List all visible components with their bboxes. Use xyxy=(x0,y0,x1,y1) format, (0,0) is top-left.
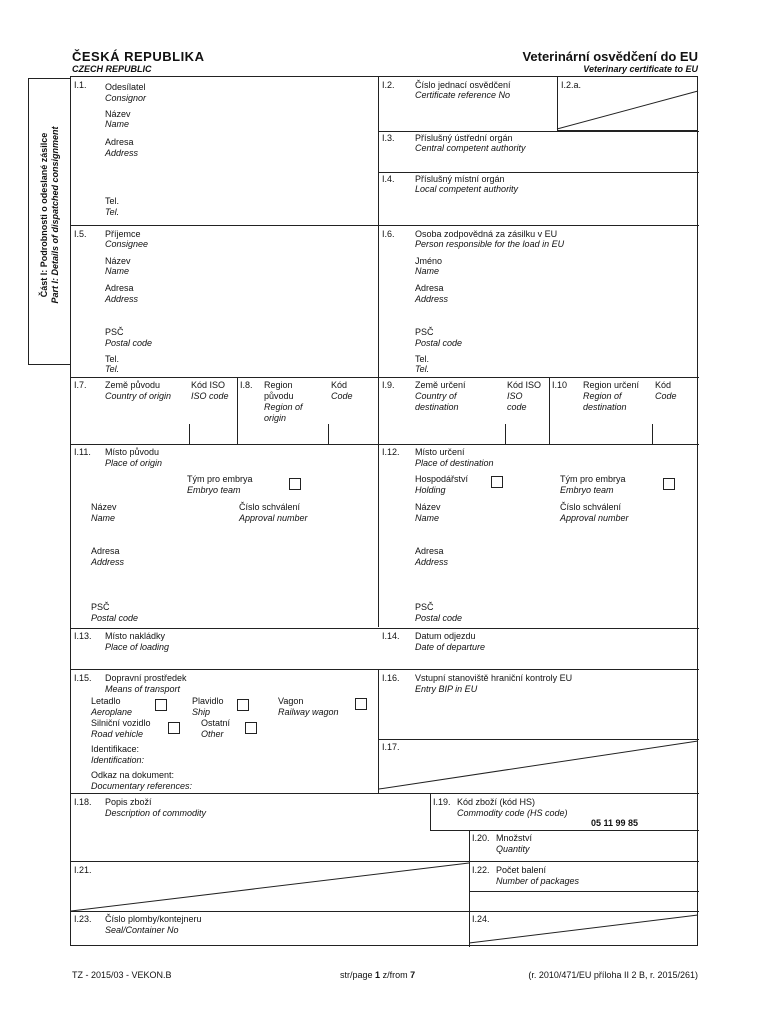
box-1-18-number: I.18. xyxy=(74,797,92,807)
other-cz: Ostatní xyxy=(201,718,231,728)
consignor-tel-cz: Tel. xyxy=(105,196,120,206)
dest-postal-cz: PSČ xyxy=(415,602,434,612)
footer-regulation: (r. 2010/471/EU příloha II 2 B, r. 2015/261) xyxy=(528,970,698,980)
other-en: Other xyxy=(201,729,224,739)
quantity-cz: Množství xyxy=(496,833,533,843)
dest-address-cz: Adresa xyxy=(415,546,444,556)
hs-code-value: 05 11 99 85 xyxy=(591,818,639,828)
commodity-desc-cz: Popis zboží xyxy=(105,797,152,807)
origin-embryo-en: Embryo team xyxy=(187,485,241,495)
country-origin-cz: Země původu xyxy=(105,380,161,390)
transport-cz: Dopravní prostředek xyxy=(105,673,187,683)
origin-postal-cz: PSČ xyxy=(91,602,110,612)
region-origin-cz2: původu xyxy=(264,391,294,401)
region-origin-code-cz: Kód xyxy=(331,380,348,390)
country-title-en: CZECH REPUBLIC xyxy=(72,64,152,74)
region-dest-en2: destination xyxy=(583,402,627,412)
packages-en: Number of packages xyxy=(496,876,580,886)
railway-checkbox[interactable] xyxy=(355,698,367,710)
dest-iso-cz: Kód ISO xyxy=(507,380,542,390)
commodity-desc-en: Description of commodity xyxy=(105,808,207,818)
local-authority-cz: Příslušný místní orgán xyxy=(415,174,505,184)
road-vehicle-cz: Silniční vozidlo xyxy=(91,718,151,728)
central-authority-en: Central competent authority xyxy=(415,143,526,153)
country-dest-en: Country of xyxy=(415,391,457,401)
country-title-cz: ČESKÁ REPUBLIKA xyxy=(72,49,205,64)
box-1-11-number: I.11. xyxy=(74,447,91,457)
region-origin-en2: origin xyxy=(264,413,287,423)
road-vehicle-en: Road vehicle xyxy=(91,729,144,739)
box-1-1-number: I.1. xyxy=(74,80,87,90)
responsible-label-cz: Osoba zodpovědná za zásilku v EU xyxy=(415,229,558,239)
box-1-12-number: I.12. xyxy=(382,447,400,457)
dest-embryo-checkbox[interactable] xyxy=(663,478,675,490)
box-1-19-number: I.19. xyxy=(433,797,451,807)
box-1-16-number: I.16. xyxy=(382,673,400,683)
identification-en: Identification: xyxy=(91,755,145,765)
box-1-6-number: I.6. xyxy=(382,229,395,239)
dest-embryo-cz: Tým pro embrya xyxy=(560,474,626,484)
dest-name-en: Name xyxy=(415,513,440,523)
consignor-label-en: Consignor xyxy=(105,93,147,103)
responsible-postal-en: Postal code xyxy=(415,338,463,348)
box-1-9-number: I.9. xyxy=(382,380,395,390)
footer-page-num: 1 xyxy=(375,970,381,980)
box-1-8-number: I.8. xyxy=(240,380,253,390)
responsible-tel-en: Tel. xyxy=(415,364,430,374)
dest-approval-cz: Číslo schválení xyxy=(560,502,622,512)
region-dest-code-en: Code xyxy=(655,391,677,401)
box-1-3-number: I.3. xyxy=(382,133,395,143)
consignee-label-en: Consignee xyxy=(105,239,149,249)
consignor-label-cz: Odesílatel xyxy=(105,82,146,92)
consignee-postal-cz: PSČ xyxy=(105,327,124,337)
cert-ref-label-cz: Číslo jednací osvědčení xyxy=(415,80,511,90)
footer-page-total: 7 xyxy=(410,970,416,980)
doc-refs-cz: Odkaz na dokument: xyxy=(91,770,175,780)
footer-page-indicator xyxy=(340,970,415,980)
origin-approval-cz: Číslo schválení xyxy=(239,502,301,512)
quantity-en: Quantity xyxy=(496,844,530,854)
country-dest-cz: Země určení xyxy=(415,380,466,390)
doc-refs-en: Documentary references: xyxy=(91,781,193,791)
box-1-4-number: I.4. xyxy=(382,174,395,184)
dest-approval-en: Approval number xyxy=(560,513,629,523)
departure-date-en: Date of departure xyxy=(415,642,486,652)
holding-checkbox[interactable] xyxy=(491,476,503,488)
region-dest-en: Region of xyxy=(583,391,622,401)
origin-approval-en: Approval number xyxy=(239,513,308,523)
place-origin-en: Place of origin xyxy=(105,458,163,468)
consignee-tel-en: Tel. xyxy=(105,364,120,374)
seal-en: Seal/Container No xyxy=(105,925,179,935)
box-1-7-number: I.7. xyxy=(74,380,87,390)
origin-name-en: Name xyxy=(91,513,116,523)
aeroplane-cz: Letadlo xyxy=(91,696,121,706)
dest-iso-en2: code xyxy=(507,402,527,412)
responsible-name-en: Name xyxy=(415,266,440,276)
certificate-title-cz: Veterinární osvědčení do EU xyxy=(522,49,698,64)
place-dest-en: Place of destination xyxy=(415,458,494,468)
entry-bip-en: Entry BIP in EU xyxy=(415,684,478,694)
side-label-en: Part I: Details of dispatched consignment xyxy=(50,126,60,304)
consignee-tel-cz: Tel. xyxy=(105,354,120,364)
box-1-2-number: I.2. xyxy=(382,80,395,90)
origin-address-en: Address xyxy=(91,557,125,567)
aeroplane-en: Aeroplane xyxy=(91,707,133,717)
aeroplane-checkbox[interactable] xyxy=(155,699,167,711)
box-1-22-number: I.22. xyxy=(472,865,490,875)
place-loading-en: Place of loading xyxy=(105,642,170,652)
road-vehicle-checkbox[interactable] xyxy=(168,722,180,734)
consignor-address-cz: Adresa xyxy=(105,137,134,147)
box-1-17-number: I.17. xyxy=(382,742,400,752)
origin-iso-en: ISO code xyxy=(191,391,229,401)
consignee-label-cz: Příjemce xyxy=(105,229,141,239)
consignor-tel-en: Tel. xyxy=(105,207,120,217)
place-loading-cz: Místo nakládky xyxy=(105,631,166,641)
origin-iso-cz: Kód ISO xyxy=(191,380,226,390)
cert-ref-label-en: Certificate reference No xyxy=(415,90,511,100)
ship-cz: Plavidlo xyxy=(192,696,224,706)
box-1-24-number: I.24. xyxy=(472,914,490,924)
holding-cz: Hospodářství xyxy=(415,474,469,484)
box-1-13-number: I.13. xyxy=(74,631,92,641)
railway-en: Railway wagon xyxy=(278,707,339,717)
side-label-cz: Část I: Podrobnosti o odeslané zásilce xyxy=(39,132,49,298)
box-1-10-number: I.10 xyxy=(552,380,568,390)
ship-en: Ship xyxy=(192,707,211,717)
side-label-box xyxy=(28,78,70,365)
responsible-address-en: Address xyxy=(415,294,449,304)
holding-en: Holding xyxy=(415,485,446,495)
responsible-address-cz: Adresa xyxy=(415,283,444,293)
consignor-name-cz: Název xyxy=(105,109,131,119)
footer-form-code: TZ - 2015/03 - VEKON.B xyxy=(72,970,172,980)
consignor-name-en: Name xyxy=(105,119,130,129)
ship-checkbox[interactable] xyxy=(237,699,249,711)
footer-page-pre: str/page xyxy=(340,970,373,980)
responsible-name-cz: Jméno xyxy=(415,256,443,266)
local-authority-en: Local competent authority xyxy=(415,184,519,194)
place-origin-cz: Místo původu xyxy=(105,447,160,457)
origin-name-cz: Název xyxy=(91,502,117,512)
origin-address-cz: Adresa xyxy=(91,546,120,556)
central-authority-cz: Příslušný ústřední orgán xyxy=(415,133,513,143)
hs-code-en: Commodity code (HS code) xyxy=(457,808,568,818)
region-dest-cz: Region určení xyxy=(583,380,640,390)
packages-cz: Počet balení xyxy=(496,865,547,875)
origin-embryo-cz: Tým pro embrya xyxy=(187,474,253,484)
box-1-21-number: I.21. xyxy=(74,865,92,875)
consignee-name-cz: Název xyxy=(105,256,131,266)
consignee-address-cz: Adresa xyxy=(105,283,134,293)
responsible-label-en: Person responsible for the load in EU xyxy=(415,239,565,249)
responsible-postal-cz: PSČ xyxy=(415,327,434,337)
dest-name-cz: Název xyxy=(415,502,441,512)
side-label xyxy=(39,70,61,360)
entry-bip-cz: Vstupní stanoviště hraniční kontroly EU xyxy=(415,673,573,683)
consignor-address-en: Address xyxy=(105,148,139,158)
other-checkbox[interactable] xyxy=(245,722,257,734)
identification-cz: Identifikace: xyxy=(91,744,140,754)
country-origin-en: Country of origin xyxy=(105,391,172,401)
consignee-postal-en: Postal code xyxy=(105,338,153,348)
seal-cz: Číslo plomby/kontejneru xyxy=(105,914,202,924)
box-1-23-number: I.23. xyxy=(74,914,92,924)
box-1-15-number: I.15. xyxy=(74,673,92,683)
box-1-5-number: I.5. xyxy=(74,229,87,239)
dest-embryo-en: Embryo team xyxy=(560,485,614,495)
origin-embryo-checkbox[interactable] xyxy=(289,478,301,490)
region-origin-cz: Region xyxy=(264,380,293,390)
consignee-address-en: Address xyxy=(105,294,139,304)
departure-date-cz: Datum odjezdu xyxy=(415,631,476,641)
origin-postal-en: Postal code xyxy=(91,613,139,623)
place-dest-cz: Místo určení xyxy=(415,447,465,457)
country-dest-en2: destination xyxy=(415,402,459,412)
consignee-name-en: Name xyxy=(105,266,130,276)
dest-iso-en: ISO xyxy=(507,391,523,401)
footer-page-mid: z/from xyxy=(382,970,408,980)
dest-postal-en: Postal code xyxy=(415,613,463,623)
region-origin-code-en: Code xyxy=(331,391,353,401)
box-1-2a-number: I.2.a. xyxy=(561,80,582,90)
responsible-tel-cz: Tel. xyxy=(415,354,430,364)
region-dest-code-cz: Kód xyxy=(655,380,672,390)
region-origin-en: Region of xyxy=(264,402,303,412)
hs-code-cz: Kód zboží (kód HS) xyxy=(457,797,536,807)
certificate-title-en: Veterinary certificate to EU xyxy=(583,64,698,74)
transport-en: Means of transport xyxy=(105,684,181,694)
box-1-14-number: I.14. xyxy=(382,631,400,641)
dest-address-en: Address xyxy=(415,557,449,567)
certificate-form xyxy=(70,76,698,946)
box-1-20-number: I.20. xyxy=(472,833,490,843)
railway-cz: Vagon xyxy=(278,696,304,706)
